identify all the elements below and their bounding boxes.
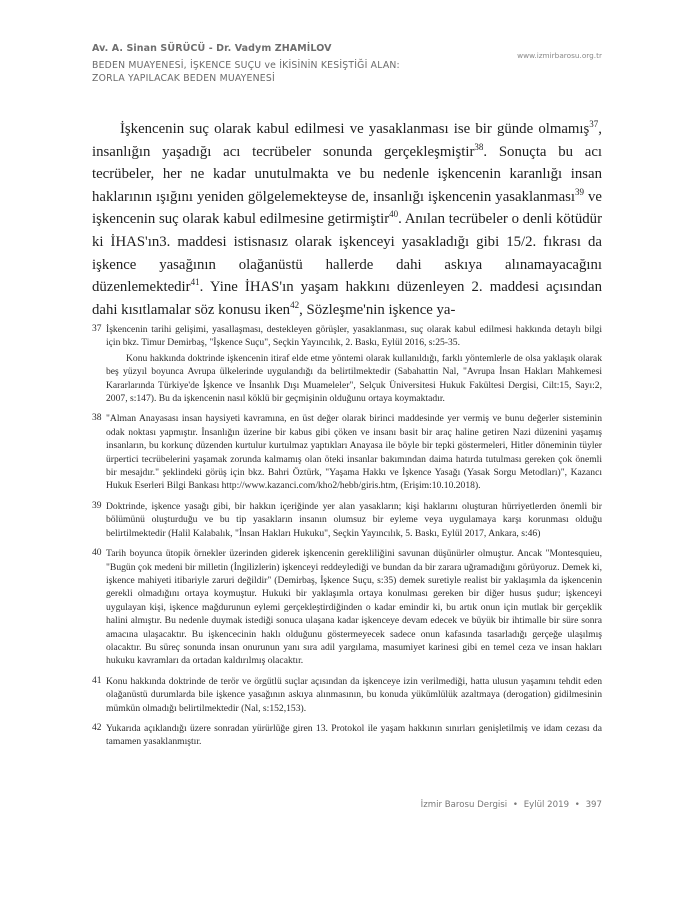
footer-journal: İzmir Barosu Dergisi [420,800,508,810]
footer-separator: • [574,800,580,810]
footnote-ref-42: 42 [290,299,300,310]
header-website: www.izmirbarosu.org.tr [517,51,602,60]
body-text [92,118,602,321]
footnote-ref-37: 37 [589,119,599,130]
footnote-39 [92,500,602,540]
footer-date: Eylül 2019 [523,800,570,810]
footnote-text [106,323,602,405]
header-title-line1: BEDEN MUAYENESİ, İŞKENCE SUÇU ve İKİSİNİN KESİŞTİĞİ ALAN: [92,60,400,71]
footnote-38 [92,412,602,492]
body-text-segment: İşkencenin suç olarak kabul edilmesi ve yasaklanması ise bir günde olmamış [120,121,590,137]
body-text-segment: . Yine İHAS'ın yaşam hakkını düzenleyen 2. maddesi açısından dahi kısıtlamalar söz konusu iken [92,279,602,318]
footnote-ref-39: 39 [575,186,585,197]
footnote-number: 40 [92,548,102,559]
footer-separator: • [512,800,518,810]
body-text-segment: ve işkencenin suç olarak kabul edilmesine getirmiştir [92,188,602,228]
body-paragraph [92,118,602,321]
footnote-number: 38 [92,413,102,424]
page-number: 397 [585,800,602,810]
footnote-number: 39 [92,500,102,511]
footnote-text: Konu hakkında doktrinde de terör ve örgütlü suçlar açısından da işkenceye izin verilmediği, hatta ulusun yaşamını tehdit eden olağanüstü durumlarda bile işkence yasağının askıya alınmasının, bu konuda yükümlülük azaltmaya (derogation) gidilmesinin mümkün olmadığı belirtilmektedir (Nal, s:152,153). [106,675,602,714]
footnote-number: 42 [92,722,102,733]
footnote-40 [92,547,602,668]
footnote-number: 37 [92,324,102,334]
header-title-line2: ZORLA YAPILACAK BEDEN MUAYENESİ [92,73,275,84]
footnote-42 [92,722,602,749]
footnote-text: Doktrinde, işkence yasağı gibi, bir hakkın içeriğinde yer alan yasakların; kişi haklarını oluşturan hürriyetlerden önemli bir bölümünü oluşturduğu ve bu tip yasakların insanın olumsuz bir eyleme veya uygulamaya karşı korunması olduğu belirtilmektedir (Halil Kalabalık, "İnsan Hakları Hukuku", Seçkin Yayıncılık, 5. Baskı, Eylül 2017, Ankara, s:46) [106,500,602,539]
footnote-text: Yukarıda açıklandığı üzere sonradan yürürlüğe giren 13. Protokol ile yaşam hakkının sınırları genişletilmiş ve idam cezası da tamamen yasaklanmıştır. [106,722,602,748]
footnotes [92,323,602,756]
footnote-ref-41: 41 [190,277,200,288]
header-authors: Av. A. Sinan SÜRÜCÜ - Dr. Vadym ZHAMİLOV [92,43,332,54]
footnote-text: "Alman Anayasası insan haysiyeti kavramına, en üst değer olarak birinci maddesinde yer vermiş ve bunu değerler sisteminin odak noktası yapmıştır. İnsanlığın üzerine bir kabus gibi çöken ve insanı basit bir araç haline getiren Nazi düzenini yaşamış insanların, bu korkunç düzenden kurtulur kurtulmaz yaptıkları Anayasa ile böyle bir tepki göstermeleri, Hitler döneminin tüyler ürpertici tecrübelerini yaşamak zorunda kalmamış olan öteki insanlar bakımından daima hatırda tutulması gereken çok önemli bir mesajdır." şeklindeki görüş için bkz. Bahri Öztürk, "Yaşama Hakkı ve İşkence Yasağı (Yasak Sorgu Metodları)", Kazancı Hukuk Eserleri Bilgi Bankası http://www.kazanci.com/kho2/hebb/giris.htm, (Erişim:10.10.2018). [106,413,602,492]
footnote-ref-38: 38 [474,141,484,152]
footnote-37 [92,323,602,405]
body-text-segment: , insanlığın yaşadığı acı tecrübeler sonunda gerçekleşmiştir [92,121,602,160]
body-text-segment: , Sözleşme'nin işkence ya- [299,301,456,318]
footnote-41 [92,675,602,715]
body-text-segment: . Anılan tecrübeler o denli kötüdür ki İHAS'ın3. maddesi istisnasız olarak işkenceyi yasakladığı gibi 15/2. fıkrası da işkence yasağının olağanüstü hallerde dahi askıya alınamayacağını düzenlemektedir [92,211,602,296]
footnote-37-continuation: Konu hakkında doktrinde işkencenin itiraf elde etme yöntemi olarak kullanıldığı, farklı yöntemlerle de olsa yaklaşık olarak beş yüzyıl boyunca Avrupa ülkelerinde uygulandığı da belirtilmektedir (Sabahattin Nal, "Avrupa İnsan Hakları Mahkemesi Kararlarında Türkiye'de İşkence ve İnsanlık Dışı Muameleler", Selçuk Üniversitesi Hukuk Fakültesi Dergisi, Cilt:15, Sayı:2, 2007, s:147). Bu da işkencenin nasıl köklü bir geçmişinin olduğunu ortaya koymaktadır. [106,352,602,405]
footnote-37-text: İşkencenin tarihi gelişimi, yasallaşması, destekleyen görüşler, yasaklanması, suç olarak kabul edilmesi hakkında detaylı bilgi için bkz. Timur Demirbaş, "İşkence Suçu", Seçkin Yayıncılık, 2. Baskı, Eylül 2016, s:25-35. [106,324,602,349]
footnote-ref-40: 40 [389,209,399,220]
footnote-text: Tarih boyunca ütopik örnekler üzerinden giderek işkencenin gerekliliğini savunan düşünürler olmuştur. Ancak "Montesquieu, "Bugün çok medeni bir milletin (İngilizlerin) işkenceyi reddeylediği ve bundan da bir zarara uğramadığını görüyoruz. Demek ki, işkence mahiyeti itibariyle zaruri değildir" (Demirbaş, İşkence Suçu, s:35) demek suretiyle realist bir yaklaşımla da işkencenin gerekli olmadığını ortaya koymuştur. Hukuki bir yaklaşımla ortaya konulması gereken bir diğer husus şudur; işkenceyi uygulayan kişi, işkence mağdurunun eylemi gerçekleştirdiğinden o kadar emindir ki, bu artık onun için mutlak bir gerçeklik halini almıştır. Bu nedenle duymak istediği sonuca ulaşana kadar işkenceye devam edecek ve büyük bir ihtimalle bir süre sonra amacına ulaşacaktır. Bu işkencecinin haklı olduğunu göstermeyecek sadece onun kafasında tasarladığı gerçeğe ulaşılmış olacaktır. Bu süreç sonunda insan onurunun yanı sıra adil yargılama, masumiyet karinesi gibi en temel ceza ve insan hakları hukuku kavramları da ortadan kaldırılmış olacaktır. [106,548,602,667]
body-text-segment: . Sonuçta bu acı tecrübeler, her ne kadar unutulmakta ve bu nedenle işkencenin karanlığı insan haklarının ışığını yeniden gölgelemekteyse de, insanlığı işkencenin yasaklanması [92,143,602,205]
footnote-number: 41 [92,675,102,686]
running-header [92,43,532,85]
page-footer [418,800,602,810]
